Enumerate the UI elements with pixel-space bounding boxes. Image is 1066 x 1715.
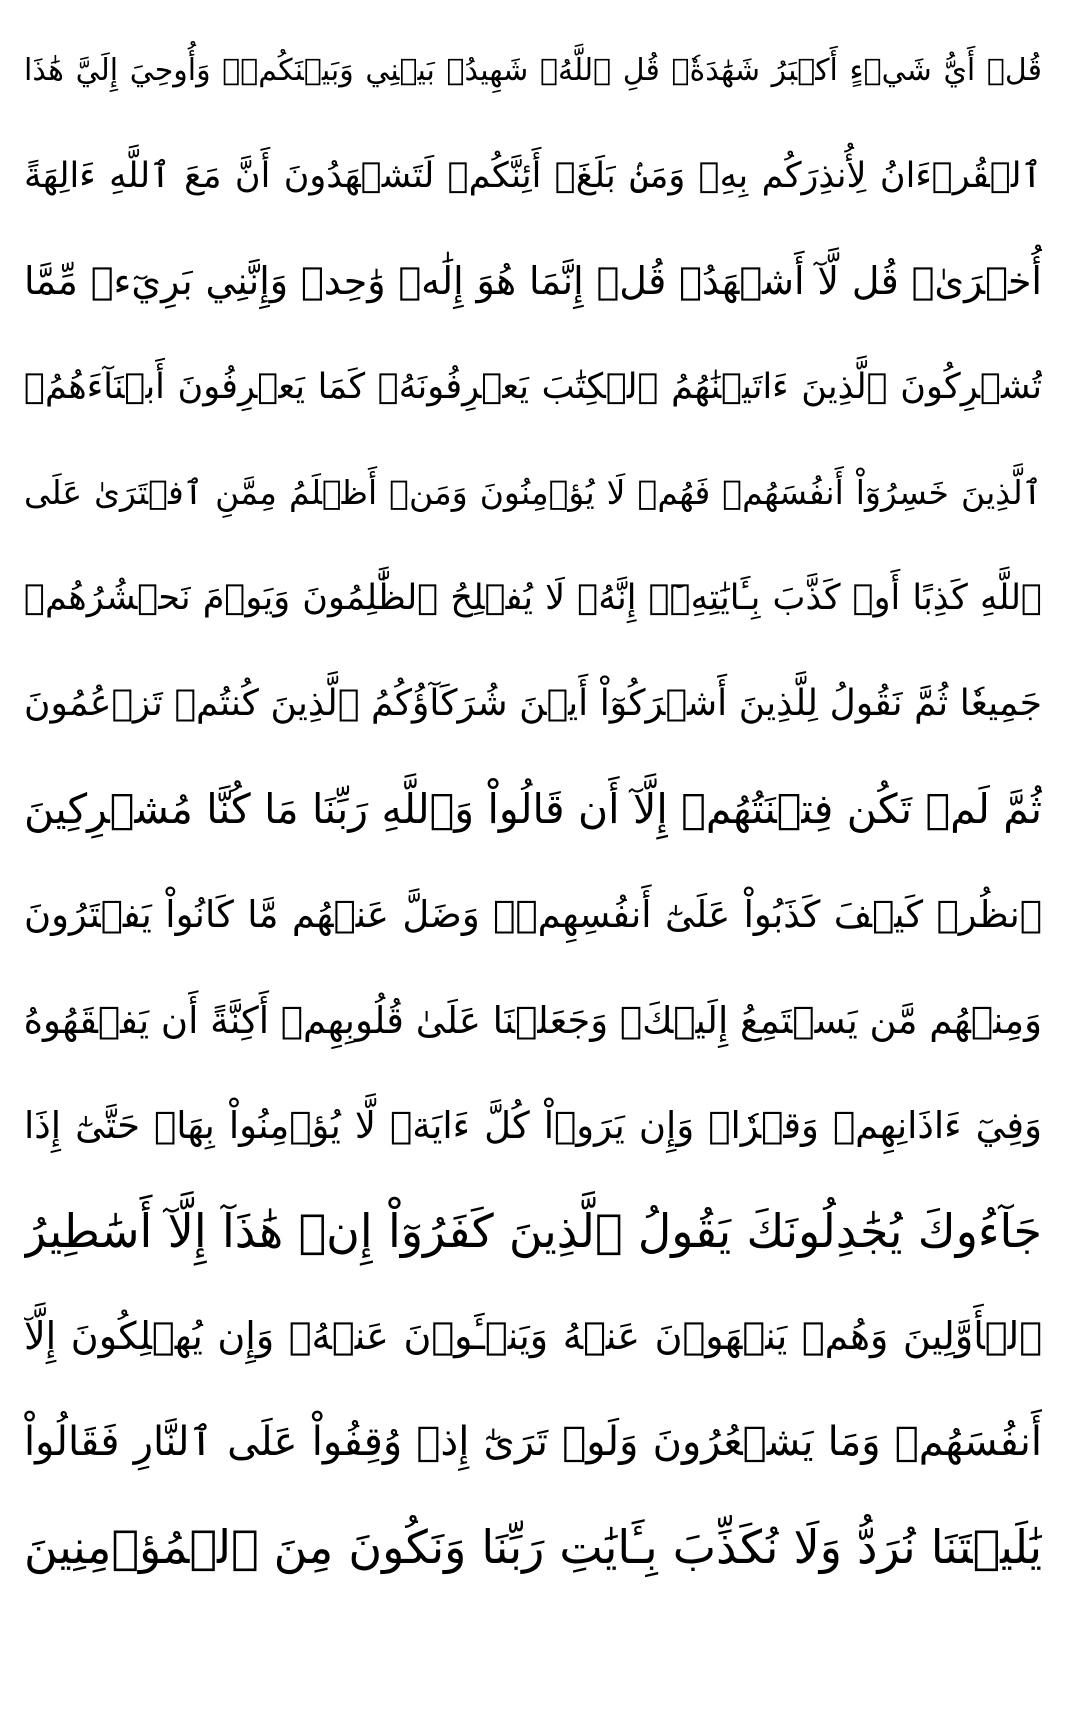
verse-line-9: ٱنظُرۡ كَيۡفَ كَذَبُواْ عَلَىٰٓ أَنفُسِهِمۡۚ وَضَلَّ عَنۡهُم مَّا كَانُواْ يَفۡتَرُونَ [24, 893, 1042, 936]
verse-line-13: ٱلۡأَوَّلِينَ وَهُمۡ يَنۡهَوۡنَ عَنۡهُ وَيَنۡـَٔوۡنَ عَنۡهُۖ وَإِن يُهۡلِكُونَ إِلَّآ [24, 1314, 1042, 1358]
verse-line-5: ٱلَّذِينَ خَسِرُوٓاْ أَنفُسَهُمۡ فَهُمۡ لَا يُؤۡمِنُونَ وَمَنۡ أَظۡلَمُ مِمَّنِ ٱفۡتَرَىٰ عَلَى [24, 473, 1042, 512]
verse-line-6: ٱللَّهِ كَذِبًا أَوۡ كَذَّبَ بِـَٔايَٰتِهِۦٓۚ إِنَّهُۥ لَا يُفۡلِحُ ٱلظَّٰلِمُونَ وَيَوۡمَ نَحۡشُرُهُمۡ [24, 577, 1042, 618]
verse-line-14: أَنفُسَهُمۡ وَمَا يَشۡعُرُونَ وَلَوۡ تَرَىٰٓ إِذۡ وُقِفُواْ عَلَى ٱلنَّارِ فَقَالُواْ [24, 1418, 1042, 1465]
verse-line-11: وَفِيٓ ءَاذَانِهِمۡ وَقۡرٗاۚ وَإِن يَرَوۡاْ كُلَّ ءَايَةٖ لَّا يُؤۡمِنُواْ بِهَاۖ حَتَّىٰٓ إِذَا [24, 1104, 1042, 1147]
verse-line-4: تُشۡرِكُونَ ٱلَّذِينَ ءَاتَيۡنَٰهُمُ ٱلۡكِتَٰبَ يَعۡرِفُونَهُۥ كَمَا يَعۡرِفُونَ أَبۡنَآءَهُمُۘ [24, 366, 1042, 407]
verse-line-7: جَمِيعٗا ثُمَّ نَقُولُ لِلَّذِينَ أَشۡرَكُوٓاْ أَيۡنَ شُرَكَآؤُكُمُ ٱلَّذِينَ كُنتُمۡ تَزۡعُمُونَ [24, 683, 1042, 724]
verse-line-1: قُلۡ أَيُّ شَيۡءٍ أَكۡبَرُ شَهَٰدَةٗۖ قُلِ ٱللَّهُۖ شَهِيدُۢ بَيۡنِي وَبَيۡنَكُمۡۚ وَأُوحِيَ إِلَيَّ هَٰذَا [24, 53, 1042, 88]
verse-line-15: يَٰلَيۡتَنَا نُرَدُّ وَلَا نُكَذِّبَ بِـَٔايَٰتِ رَبِّنَا وَنَكُونَ مِنَ ٱلۡمُؤۡمِنِينَ [24, 1520, 1042, 1574]
verse-line-10: وَمِنۡهُم مَّن يَسۡتَمِعُ إِلَيۡكَۖ وَجَعَلۡنَا عَلَىٰ قُلُوبِهِمۡ أَكِنَّةً أَن يَفۡقَهُوهُ [24, 998, 1042, 1042]
verse-line-3: أُخۡرَىٰۚ قُل لَّآ أَشۡهَدُۚ قُلۡ إِنَّمَا هُوَ إِلَٰهٞ وَٰحِدٞ وَإِنَّنِي بَرِيٓءٞ مِّمَّا [24, 259, 1042, 303]
verse-lines [24, 18, 1042, 1601]
verse-line-12: جَآءُوكَ يُجَٰدِلُونَكَ يَقُولُ ٱلَّذِينَ كَفَرُوٓاْ إِنۡ هَٰذَآ إِلَّآ أَسَٰطِيرُ [24, 1203, 1042, 1258]
verse-line-8: ثُمَّ لَمۡ تَكُن فِتۡنَتُهُمۡ إِلَّآ أَن قَالُواْ وَٱللَّهِ رَبِّنَا مَا كُنَّا مُشۡرِكِينَ [24, 784, 1042, 833]
verse-line-2: ٱلۡقُرۡءَانُ لِأُنذِرَكُم بِهِۦ وَمَنۢ بَلَغَۚ أَئِنَّكُمۡ لَتَشۡهَدُونَ أَنَّ مَعَ ٱللَّهِ ءَالِهَةً [24, 155, 1042, 196]
